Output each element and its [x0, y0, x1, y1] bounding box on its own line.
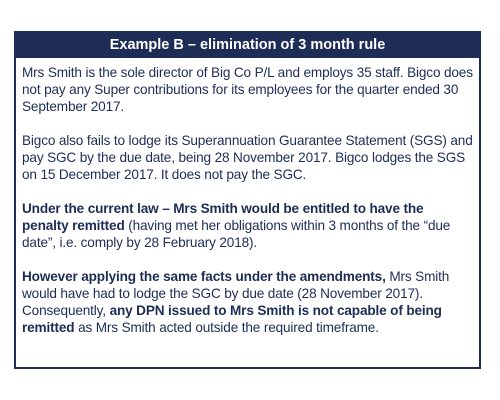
paragraph-intro: Mrs Smith is the sole director of Big Co P/L and employs 35 staff. Bigco does not pay any Super contributions for its employees for the quarter ended 30 September 2017. — [22, 65, 473, 114]
paragraph-amendments — [22, 268, 473, 336]
amendments-conclusion: as Mrs Smith acted outside the required timeframe. — [74, 320, 379, 335]
paragraph-current-law — [22, 200, 473, 251]
example-body — [16, 58, 479, 336]
example-box — [14, 31, 481, 369]
current-law-detail: (having met her obligations within 3 months of the “due date”, i.e. comply by 28 February 2018). — [22, 218, 451, 250]
current-law-emphasis: Under the current law – Mrs Smith would be entitled to have the penalty remitted — [22, 201, 424, 233]
example-title: Example B – elimination of 3 month rule — [16, 33, 479, 58]
paragraph-sgs: Bigco also fails to lodge its Superannuation Guarantee Statement (SGS) and pay SGC by the due date, being 28 November 2017. Bigco lodges the SGS on 15 December 2017. It does not pay the SGC. — [22, 133, 473, 182]
dpn-emphasis: any DPN issued to Mrs Smith is not capable of being remitted — [22, 303, 442, 335]
amendments-emphasis: However applying the same facts under the amendments, — [22, 269, 386, 284]
amendments-detail: Mrs Smith would have had to lodge the SGC by due date (28 November 2017). Consequently, — [22, 269, 450, 318]
